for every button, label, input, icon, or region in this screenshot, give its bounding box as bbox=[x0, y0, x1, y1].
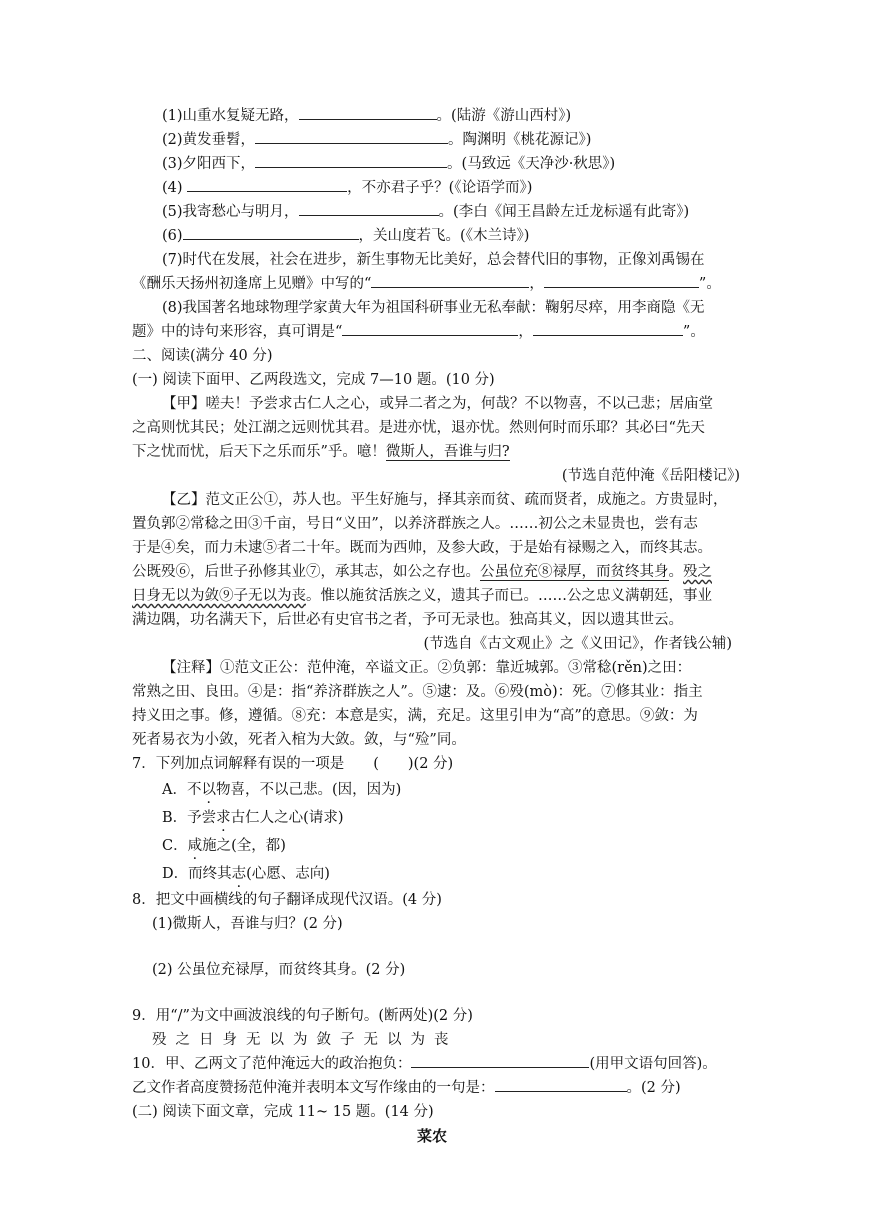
q8-sub1: (1)微斯人，吾谁与归？(2 分) bbox=[152, 916, 343, 932]
q6-suffix: ，关山度若飞。(《木兰诗》) bbox=[358, 228, 530, 244]
q8-sub2: (2) 公虽位充禄厚，而贫终其身。(2 分) bbox=[152, 962, 406, 978]
poem-q3 bbox=[162, 152, 772, 176]
answer-blank bbox=[495, 1077, 627, 1092]
option-text: (心愿、志向) bbox=[246, 866, 330, 882]
answer-blank bbox=[299, 105, 437, 120]
q5-suffix: 。(李白《闻王昌龄左迁龙标遥有此寄》) bbox=[438, 204, 690, 220]
yi-line5-text: 。惟以施贫活族之义，遗其子而已。……公之忠义满朝廷，事业 bbox=[306, 588, 712, 604]
q1-suffix: 。(陆游《游山西村》) bbox=[436, 108, 572, 124]
wavy-sentence: 殁之 bbox=[683, 564, 712, 580]
poem-q6 bbox=[162, 224, 772, 248]
underlined-sentence: 公虽位充⑧禄厚，而贫终其身 bbox=[480, 564, 669, 580]
dotted-word: 求 bbox=[216, 810, 231, 826]
q9-sentence: 殁之日身无以为敛子无以为丧 bbox=[152, 1032, 458, 1048]
notes-line3: 持义田之事。修，遵循。⑧充：本意是实，满，充足。这里引申为“高”的意思。⑨敛：为 bbox=[132, 708, 698, 724]
wavy-sentence: 日身无以为敛⑨子无以为丧 bbox=[132, 588, 306, 604]
q10-line1 bbox=[132, 1052, 742, 1076]
answer-blank bbox=[183, 225, 359, 240]
option-text: D．而终其 bbox=[162, 866, 232, 882]
part2-title: (二) 阅读下面文章，完成 11~ 15 题。(14 分) bbox=[132, 1104, 434, 1120]
poem-q4 bbox=[162, 176, 772, 200]
yi-line2: 置负郭②常稔之田③千亩，号日“义田”，以养济群族之人。……初公之未显贵也，尝有志 bbox=[132, 516, 698, 532]
poem-q5 bbox=[162, 200, 772, 224]
yi-line4-text: 公既殁⑥，后世子孙修其业⑦，承其志，如公之存也。 bbox=[132, 564, 480, 580]
q4-suffix: ，不亦君子乎？(《论语学而》) bbox=[347, 180, 533, 196]
poem-q7-line1: (7)时代在发展，社会在进步，新生事物无比美好，总会替代旧的事物，正像刘禹锡在 bbox=[162, 252, 705, 268]
jia-line3-text: 下之忧而忧，后天下之乐而乐”乎。噫！ bbox=[132, 444, 386, 460]
q10-text: 乙文作者高度赞扬范仲淹并表明本文写作缘由的一句是： bbox=[132, 1080, 495, 1096]
jia-source: (节选自范仲淹《岳阳楼记》) bbox=[561, 468, 740, 484]
q7-prefix: 《酬乐天扬州初逢席上见赠》中写的“ bbox=[132, 276, 372, 292]
answer-blank bbox=[544, 273, 699, 288]
section-heading: 二、阅读(满分 40 分) bbox=[132, 348, 273, 364]
answer-blank bbox=[411, 1053, 589, 1068]
poem-q8-line2 bbox=[132, 320, 742, 344]
q8-comma: ， bbox=[518, 324, 533, 340]
q3-suffix: 。(马致远《天净沙·秋思》) bbox=[447, 156, 616, 172]
poem-q7-line2 bbox=[132, 272, 742, 296]
option-text: 古仁人之心(请求) bbox=[230, 810, 344, 826]
yi-line5 bbox=[132, 584, 742, 608]
q6-prefix: (6) bbox=[162, 228, 183, 244]
poem-q1 bbox=[162, 104, 772, 128]
notes-line2: 常熟之田、良田。④是：指“养济群族之人”。⑤逮：及。⑥殁(mò)：死。⑦修其业：指主 bbox=[132, 684, 703, 700]
q10-line2 bbox=[132, 1076, 742, 1100]
dotted-word: 咸 bbox=[187, 838, 203, 854]
notes-line4: 死者易衣为小敛，死者入棺为大敛。敛，与“殓”同。 bbox=[132, 732, 466, 748]
answer-blank bbox=[342, 321, 518, 336]
answer-blank bbox=[187, 177, 347, 192]
q2-prefix: (2)黄发垂髫， bbox=[162, 132, 256, 148]
answer-blank bbox=[371, 273, 529, 288]
q7-comma: ， bbox=[529, 276, 544, 292]
q8-stem: 8．把文中画横线的句子翻译成现代汉语。(4 分) bbox=[132, 892, 442, 908]
q9-stem: 9．用“/”为文中画波浪线的句子断句。(断两处)(2 分) bbox=[132, 1008, 473, 1024]
answer-blank bbox=[255, 129, 448, 144]
answer-blank bbox=[299, 201, 439, 216]
part1-title: (一) 阅读下面甲、乙两段选文，完成 7—10 题。(10 分) bbox=[132, 372, 495, 388]
q3-prefix: (3)夕阳西下， bbox=[162, 156, 256, 172]
q10-text: (用甲文语句回答)。 bbox=[589, 1056, 717, 1072]
jia-line2: 之高则忧其民；处江湖之远则忧其君。是进亦忧，退亦忧。然则何时而乐耶？其必曰“先天 bbox=[132, 420, 705, 436]
dotted-word: 以 bbox=[201, 782, 216, 798]
poem-q8-line1: (8)我国著名地球物理学家黄大年为祖国科研事业无私奉献：鞠躬尽瘁，用李商隐《无 bbox=[162, 300, 705, 316]
q7-option-a bbox=[162, 778, 772, 802]
jia-line3 bbox=[132, 440, 742, 464]
article-title: 菜农 bbox=[416, 1127, 447, 1145]
q1-prefix: (1)山重水复疑无路， bbox=[162, 108, 299, 124]
q5-prefix: (5)我寄愁心与明月， bbox=[162, 204, 299, 220]
q7-option-b bbox=[162, 806, 772, 830]
q7-option-c bbox=[162, 834, 772, 858]
q8-suffix: ”。 bbox=[682, 324, 705, 340]
q10-text: 10．甲、乙两文了范仲淹远大的政治抱负： bbox=[132, 1056, 412, 1072]
option-text: 物喜，不以己悲。(因，因为) bbox=[215, 782, 402, 798]
option-text: A．不 bbox=[162, 782, 202, 798]
answer-blank bbox=[255, 153, 447, 168]
q7-option-d bbox=[162, 862, 772, 886]
option-text: C． bbox=[162, 838, 188, 854]
yi-line3: 于是④矣，而力未逮⑤者二十年。既而为西帅，及参大政，于是始有禄赐之入，而终其志。 bbox=[132, 540, 712, 556]
dotted-word: 志 bbox=[231, 866, 247, 882]
q4-prefix: (4) bbox=[162, 180, 188, 196]
q7-suffix: ”。 bbox=[698, 276, 721, 292]
option-text: 施之(全，都) bbox=[202, 838, 286, 854]
poem-q2 bbox=[162, 128, 772, 152]
notes-line1: 【注释】①范文正公：范仲淹，卒谥文正。②负郭：靠近城郭。③常稔(rěn)之田： bbox=[162, 660, 692, 676]
jia-line1: 【甲】嗟夫！予尝求古仁人之心，或异二者之为，何哉？不以物喜，不以己悲；居庙堂 bbox=[162, 396, 713, 412]
q2-suffix: 。陶渊明《桃花源记》) bbox=[448, 132, 592, 148]
yi-line4-stop: 。 bbox=[668, 564, 683, 580]
q10-text: 。(2 分) bbox=[626, 1080, 681, 1096]
yi-source: (节选自《古文观止》之《义田记》，作者钱公辅) bbox=[423, 636, 732, 652]
yi-line6: 满边隅，功名满天下，后世必有史官书之者，予可无录也。独高其义，因以遗其世云。 bbox=[132, 612, 683, 628]
yi-line1: 【乙】范文正公①，苏人也。平生好施与，择其亲而贫、疏而贤者，成施之。方贵显时， bbox=[162, 492, 728, 508]
answer-blank bbox=[533, 321, 683, 336]
q8-prefix: 题》中的诗句来形容，真可谓是“ bbox=[132, 324, 343, 340]
q7-stem: 7．下列加点词解释有误的一项是 ( )(2 分) bbox=[132, 756, 454, 772]
yi-line4 bbox=[132, 560, 742, 584]
underlined-sentence: 微斯人，吾谁与归? bbox=[385, 444, 510, 460]
option-text: B．予尝 bbox=[162, 810, 217, 826]
